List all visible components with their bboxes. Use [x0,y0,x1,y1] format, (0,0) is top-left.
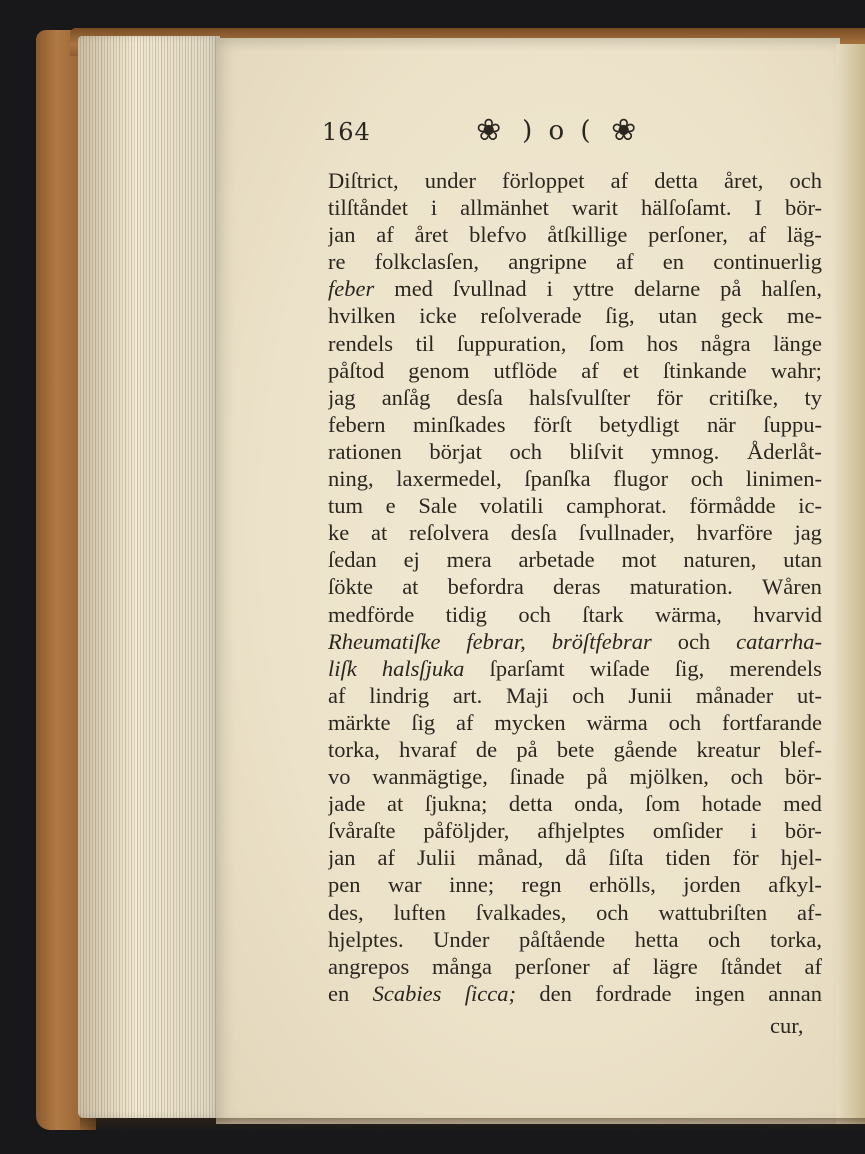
text-line [328,302,822,329]
word: Rheumatiſke [328,628,441,654]
text-line [328,790,822,817]
word: wärma [586,709,648,735]
word: geck [720,303,764,329]
word: och [572,682,605,708]
word: fortfarande [722,709,822,735]
word: perſoner [514,953,590,979]
word: lägre [652,953,698,979]
word: ſedan [328,547,377,573]
word: den [539,980,572,1006]
text-line [328,167,822,194]
text-line [328,438,822,465]
facing-page-edge [836,44,865,1124]
word: af [612,953,630,979]
word: til [415,330,435,356]
word: pen [328,872,361,898]
text-line [328,601,822,628]
word: och [789,168,822,193]
word: ymnog. [651,438,720,464]
ornament-center: ) o ( [522,116,595,146]
word: febrar, [466,628,526,654]
word: blefvo [469,222,527,248]
word: torka, [770,926,822,952]
word: ſom [645,791,681,817]
word: ſtark [582,601,624,627]
word: omſider [652,818,723,844]
word: mjölken, [629,764,709,790]
word: feber [328,276,375,302]
word: blef- [779,736,822,762]
word: och [677,628,711,654]
word: ſig [411,709,436,735]
word: naturen, [683,547,757,573]
word: catarrha- [736,628,822,654]
word: ning, [328,466,374,492]
word: wanmägtige, [372,764,488,790]
word: med [394,276,433,302]
word: ſökte [328,574,373,600]
text-line [328,628,822,655]
word: ſuppuration, [457,330,567,356]
word: Wåren [761,574,822,600]
word: året [414,222,449,248]
word: i [546,276,553,302]
word: af [328,682,346,708]
word: under [424,168,476,193]
word: Under [433,926,490,952]
word: på [586,764,608,790]
word: reſolverade [480,303,582,329]
word: och [518,601,551,627]
word: desſa [510,520,557,546]
word: hos [646,330,678,356]
text-line [328,275,822,302]
word: medförde [328,601,415,627]
word: ſpanſka [524,466,591,492]
word: förmådde [689,493,776,519]
catchword: cur, [770,1013,804,1038]
word: ingen [694,980,745,1006]
word: kreatur [696,736,761,762]
word: ſjukna; [424,791,488,817]
word: tum [328,493,364,519]
word: febern [328,411,386,437]
word: hvarvid [753,601,822,627]
word: ſparſamt [489,655,565,681]
word: me- [787,303,822,329]
word: fordrade [595,980,672,1006]
word: de [475,736,498,762]
text-line [328,736,822,763]
word: lindrig [369,682,430,708]
word: icke [419,303,457,329]
text-line [328,844,822,871]
word: börjat [429,438,482,464]
word: mot [621,547,657,573]
word: Sale [418,493,458,519]
word: och [708,926,741,952]
word: detta [654,168,698,193]
text-line [328,221,822,248]
word: hälſoſamt. [640,195,732,221]
word: och [690,466,724,492]
word: på [720,276,742,302]
word: volatili [479,493,544,519]
word: re [328,249,346,275]
flower-ornament-icon: ❀ [476,113,506,149]
word: jade [328,791,366,817]
word: liſk [328,655,357,681]
flower-ornament-icon: ❀ [610,113,641,149]
word: vo [328,764,351,790]
text-line [328,492,822,519]
word: bör- [784,764,822,790]
word: halsſjuka [381,655,465,681]
word: och [668,709,702,735]
word: rationen [328,438,402,464]
word: maturation. [629,574,733,600]
word: Junii [628,682,673,708]
word: bete [556,736,595,762]
text-line [328,763,822,790]
word: afhjelptes [537,818,625,844]
word: wattubriſten [658,899,768,925]
word: af [581,357,599,383]
word: af [456,709,474,735]
word: inne; [449,872,495,898]
body-text [328,167,822,1007]
word: linimen- [745,466,822,492]
word: jag [794,520,822,546]
text-line [328,817,822,844]
word: hvaraf [399,736,457,762]
word: hvarföre [696,520,773,546]
word: några [700,330,751,356]
word: hotade [701,791,762,817]
word: Scabies [372,980,442,1006]
word: påſtod [328,357,385,383]
word: delarne [634,276,701,302]
word: at [387,791,404,817]
word: Maji [505,682,549,708]
text-line [328,899,822,926]
word: laxermedel, [396,466,502,492]
word: ſvullnad [452,276,527,302]
word: bliſvit [569,438,624,464]
word: utan [658,303,698,329]
word: i [430,195,438,221]
word: e [385,493,396,519]
page-header [322,113,822,156]
word: jorden [683,872,741,898]
word: erhölls, [588,872,656,898]
word: hjel- [780,845,822,871]
text-line [328,926,822,953]
word: reſolvera [409,520,489,546]
text-line [328,248,822,275]
word: genom [408,357,470,383]
word: af [748,222,767,248]
word: på [516,736,538,762]
word: continuerlig [713,249,822,275]
word: Julii [416,845,456,871]
word: ſvalkades, [475,899,567,925]
word: ſuppu- [763,411,822,437]
text-line [328,465,822,492]
word: et [622,357,639,383]
word: bör- [784,195,822,221]
word: af [616,249,634,275]
word: jan [328,222,356,248]
header-ornament [472,113,645,149]
word: ic- [798,493,822,519]
word: annan [768,980,822,1006]
word: befordra [447,574,524,600]
word: flugor [613,466,669,492]
word: wiſade [589,655,650,681]
word: yttre [572,276,615,302]
word: ſtinkande [662,357,747,383]
word: betydligt [599,411,680,437]
word: rendels [328,330,393,356]
word: arbetade [518,547,595,573]
word: bröſtfebrar [551,628,652,654]
word: hvilken [328,303,396,329]
word: hetta [634,926,679,952]
word: desſa [456,384,503,410]
word: märkte [328,709,391,735]
word: wärma, [654,601,722,627]
word: jag [328,384,356,410]
word: merendels [729,655,822,681]
word: minſkades [413,411,506,437]
word: för [732,845,759,871]
word: af- [797,899,822,925]
word: detta [508,791,553,817]
text-line [328,709,822,736]
word: ſicca; [464,980,516,1006]
text-line [328,330,822,357]
text-line [328,682,822,709]
word: ſvullnader, [578,520,675,546]
word: i [750,818,757,844]
word: tidig [445,601,487,627]
word: och [509,438,543,464]
word: utflöde [493,357,558,383]
word: en [328,980,350,1006]
word: warit [571,195,619,221]
word: bör- [784,818,822,844]
text-line [328,519,822,546]
word: torka, [328,736,380,762]
word: des, [328,899,364,925]
word: deras [553,574,601,600]
word: ſiſta [608,845,644,871]
word: tiden [665,845,711,871]
text-line [328,546,822,573]
word: mera [446,547,492,573]
word: läg- [786,222,822,248]
word: af [610,168,629,193]
word: ut- [797,682,822,708]
word: månad, [477,845,544,871]
word: onda, [574,791,624,817]
text-line [328,411,822,438]
word: jan [328,845,356,871]
text-line [328,194,822,221]
word: och [730,764,764,790]
word: månader [695,682,774,708]
word: afkyl- [768,872,822,898]
word: angripne [508,249,587,275]
word: åtſkillige [547,222,628,248]
text-line [328,871,822,898]
word: många [432,953,492,979]
word: ſig, [605,303,635,329]
word: war [387,872,422,898]
word: I [754,195,762,221]
word: ſom [589,330,625,356]
word: en [662,249,685,275]
text-line [328,357,822,384]
page-number: 164 [322,118,371,146]
page-bottom-shadow [80,1118,865,1132]
text-line [328,980,822,1007]
text-line [328,953,822,980]
word: mycken [494,709,566,735]
word: af [376,222,394,248]
word: ſinade [509,764,565,790]
word: förloppet [502,168,585,193]
word: påſtående [518,926,606,952]
word: med [783,791,822,817]
word: och [596,899,629,925]
word: anſåg [381,384,431,410]
word: året, [724,168,764,193]
word: ke [328,520,350,546]
word: ſtåndet [720,953,782,979]
word: folkclasſen, [374,249,480,275]
word: halsſvulſter [529,384,631,410]
word: critiſke, [708,384,779,410]
word: ſig, [674,655,705,681]
word: förſt [533,411,572,437]
word: wahr; [770,357,822,383]
word: camphorat. [566,493,667,519]
word: för [656,384,683,410]
word: luften [393,899,446,925]
page-stack-shading [78,36,220,1118]
word: halſen, [761,276,822,302]
text-line [328,384,822,411]
word: när [706,411,736,437]
word: af [377,845,395,871]
text-line [328,655,822,682]
word: tilſtåndet [328,195,408,221]
word: af [804,953,822,979]
word: art. [452,682,483,708]
word: ej [403,547,420,573]
word: gående [613,736,678,762]
word: påföljder, [423,818,510,844]
text-line [328,573,822,600]
word: perſoner, [648,222,728,248]
word: Diſtrict, [328,168,399,193]
word: utan [783,547,822,573]
word: ty [804,384,822,410]
word: länge [773,330,822,356]
word: allmänhet [460,195,549,221]
word: hjelptes. [328,926,404,952]
word: Åderlåt- [746,438,822,464]
word: angrepos [328,953,410,979]
word: ſvåraſte [328,818,396,844]
word: at [402,574,419,600]
word: at [371,520,388,546]
word: regn [521,872,562,898]
word: då [565,845,587,871]
